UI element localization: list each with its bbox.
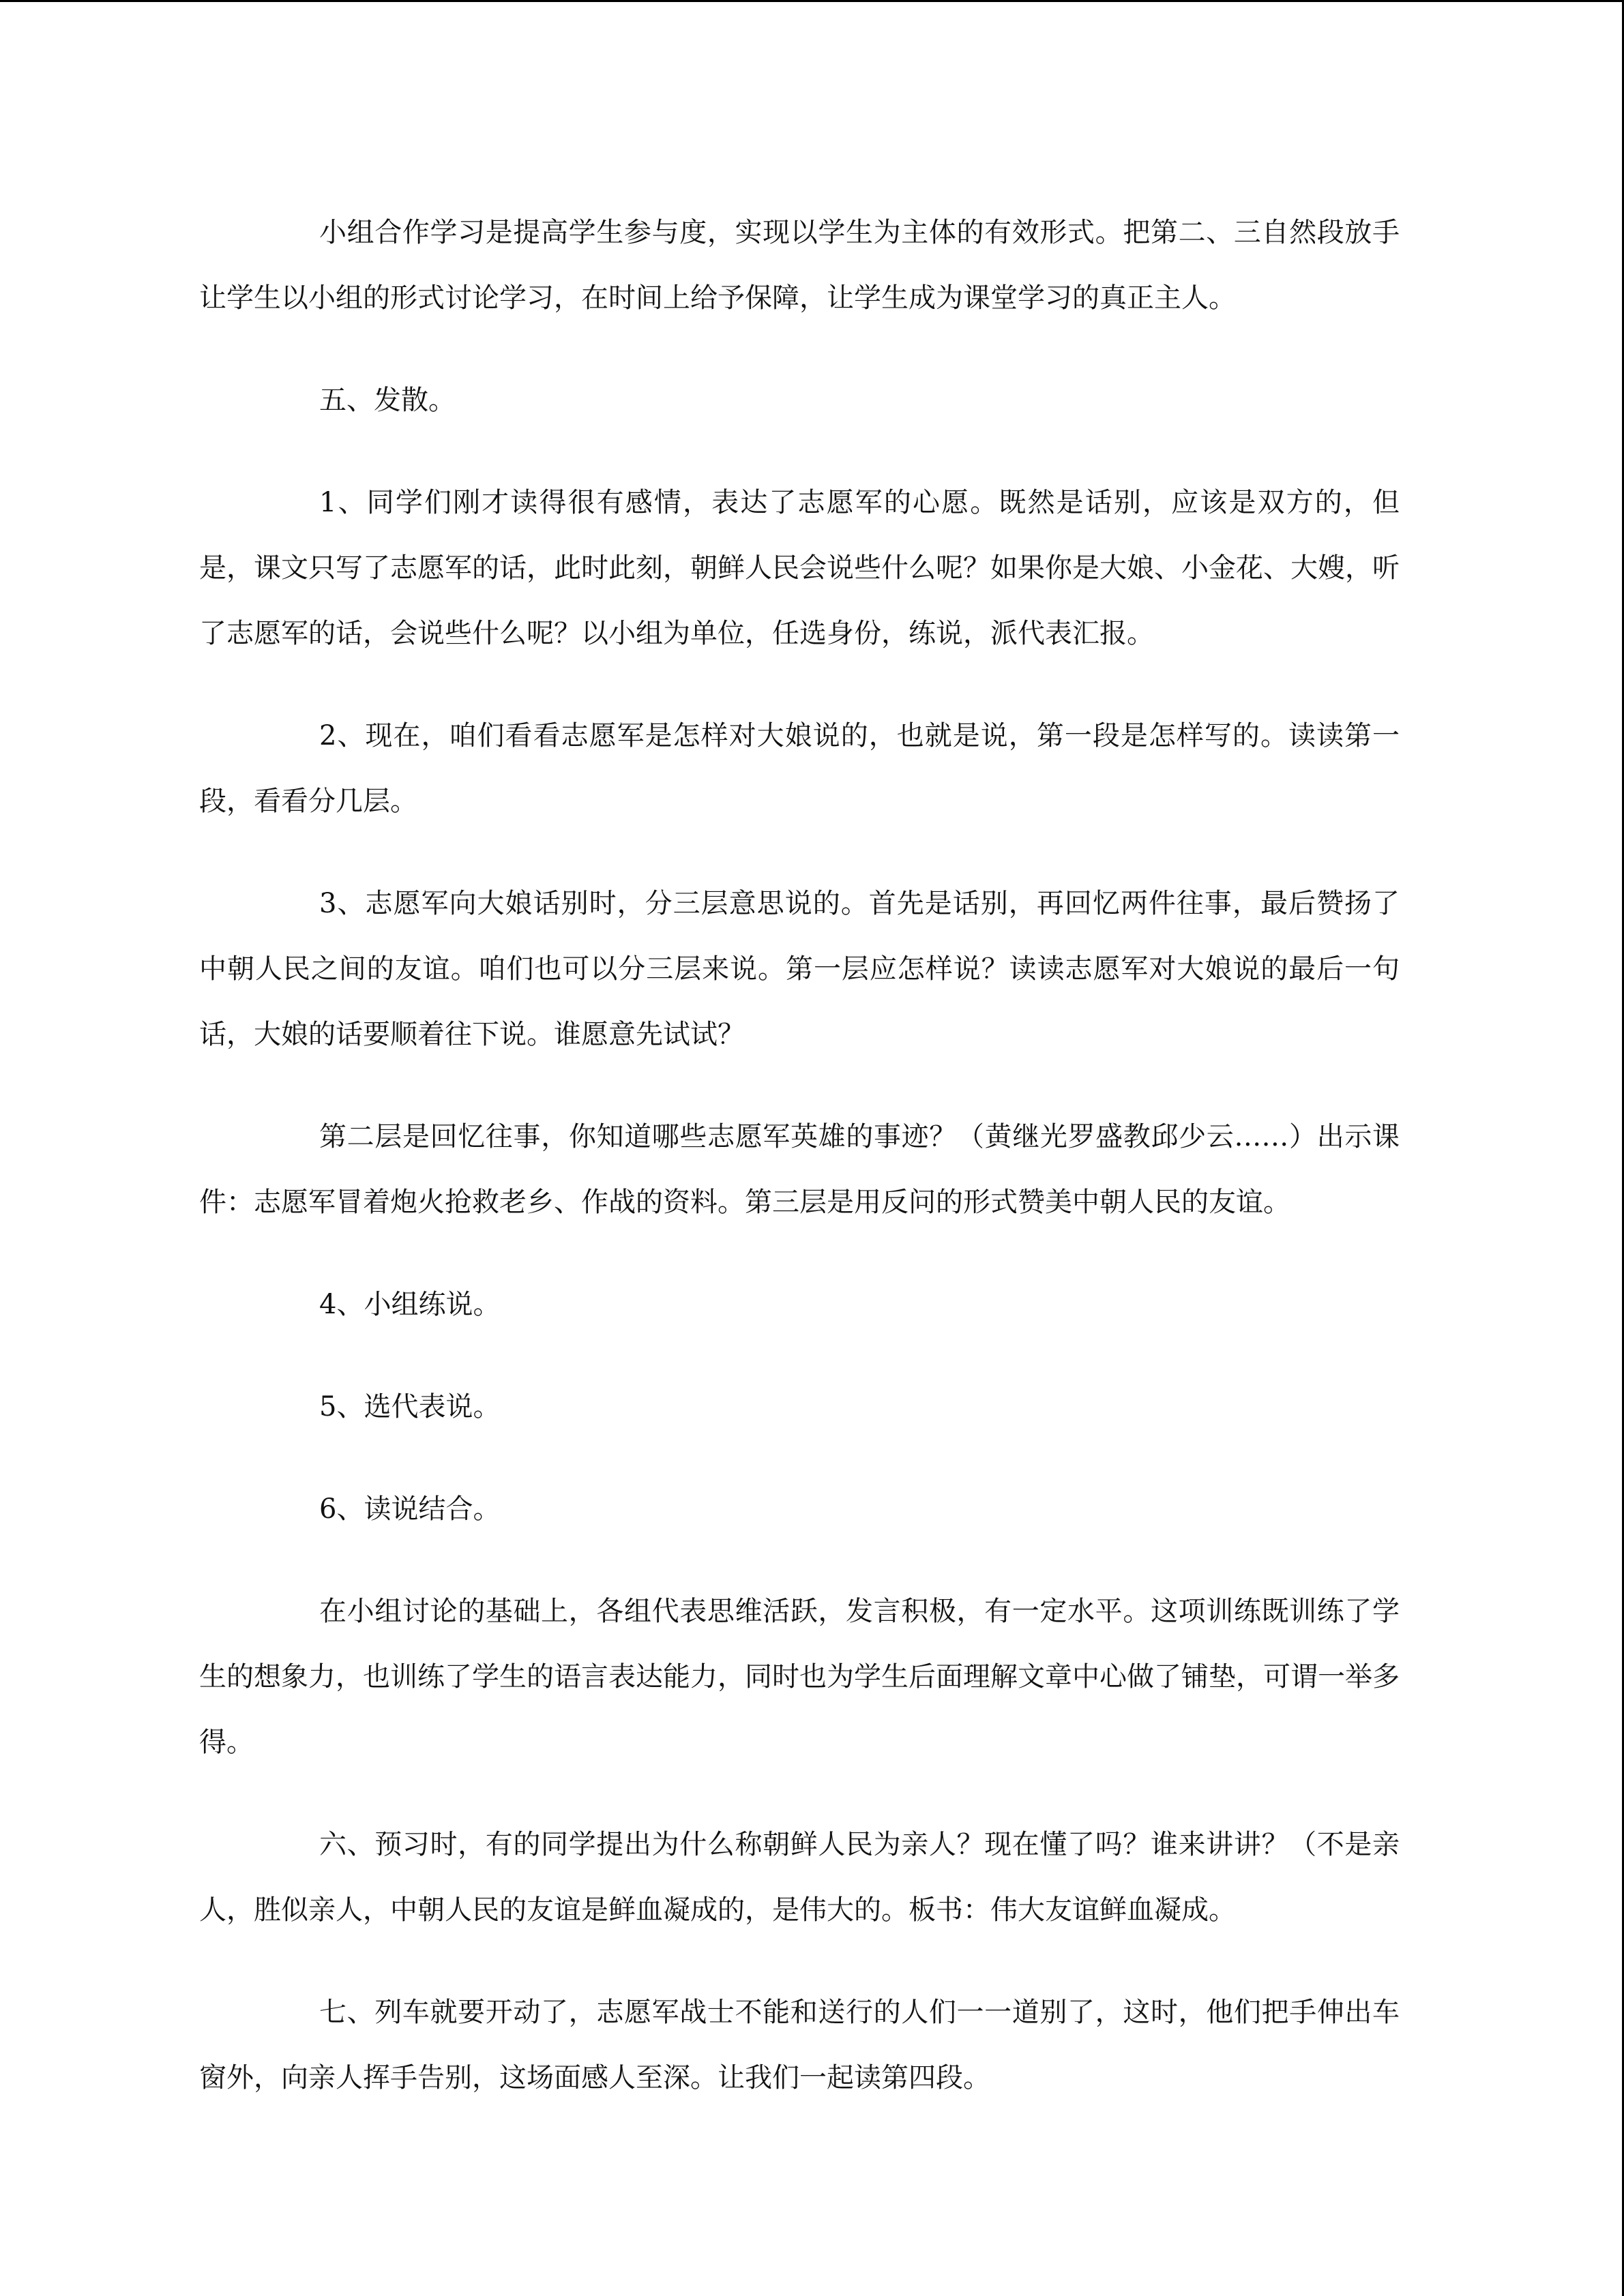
paragraph-item-3: 3、志愿军向大娘话别时，分三层意思说的。首先是话别，再回忆两件往事，最后赞扬了中朝人民之间的友谊。咱们也可以分三层来说。第一层应怎样说？读读志愿军对大娘说的最后一句话，大娘的话要顺着往下说。谁愿意先试试？ [199, 888, 1400, 1050]
paragraph-discussion-summary: 在小组讨论的基础上，各组代表思维活跃，发言积极，有一定水平。这项训练既训练了学生的想象力，也训练了学生的语言表达能力，同时也为学生后面理解文章中心做了铺垫，可谓一举多得。 [199, 1596, 1400, 1758]
paragraph-item-6: 6、读说结合。 [319, 1493, 501, 1525]
section-heading-five: 五、发散。 [319, 385, 456, 416]
paragraph-group-learning: 小组合作学习是提高学生参与度，实现以学生为主体的有效形式。把第二、三自然段放手让学生以小组的形式讨论学习，在时间上给予保障，让学生成为课堂学习的真正主人。 [199, 217, 1400, 314]
section-heading-seven: 七、列车就要开动了，志愿军战士不能和送行的人们一一道别了，这时，他们把手伸出车窗外，向亲人挥手告别，这场面感人至深。让我们一起读第四段。 [199, 1997, 1400, 2093]
paragraph-item-5: 5、选代表说。 [319, 1391, 501, 1422]
section-heading-six: 六、预习时，有的同学提出为什么称朝鲜人民为亲人？现在懂了吗？谁来讲讲？（不是亲人，胜似亲人，中朝人民的友谊是鲜血凝成的，是伟大的。板书：伟大友谊鲜血凝成。 [199, 1829, 1400, 1926]
paragraph-item-2: 2、现在，咱们看看志愿军是怎样对大娘说的，也就是说，第一段是怎样写的。读读第一段，看看分几层。 [199, 720, 1400, 817]
paragraph-item-4: 4、小组练说。 [319, 1289, 501, 1320]
paragraph-item-1: 1、同学们刚才读得很有感情，表达了志愿军的心愿。既然是话别，应该是双方的，但是，课文只写了志愿军的话，此时此刻，朝鲜人民会说些什么呢？如果你是大娘、小金花、大嫂，听了志愿军的话，会说些什么呢？以小组为单位，任选身份，练说，派代表汇报。 [199, 487, 1400, 649]
paragraph-second-layer: 第二层是回忆往事，你知道哪些志愿军英雄的事迹？（黄继光罗盛教邱少云……）出示课件：志愿军冒着炮火抢救老乡、作战的资料。第三层是用反问的形式赞美中朝人民的友谊。 [199, 1121, 1400, 1218]
document-body [199, 200, 1400, 2147]
